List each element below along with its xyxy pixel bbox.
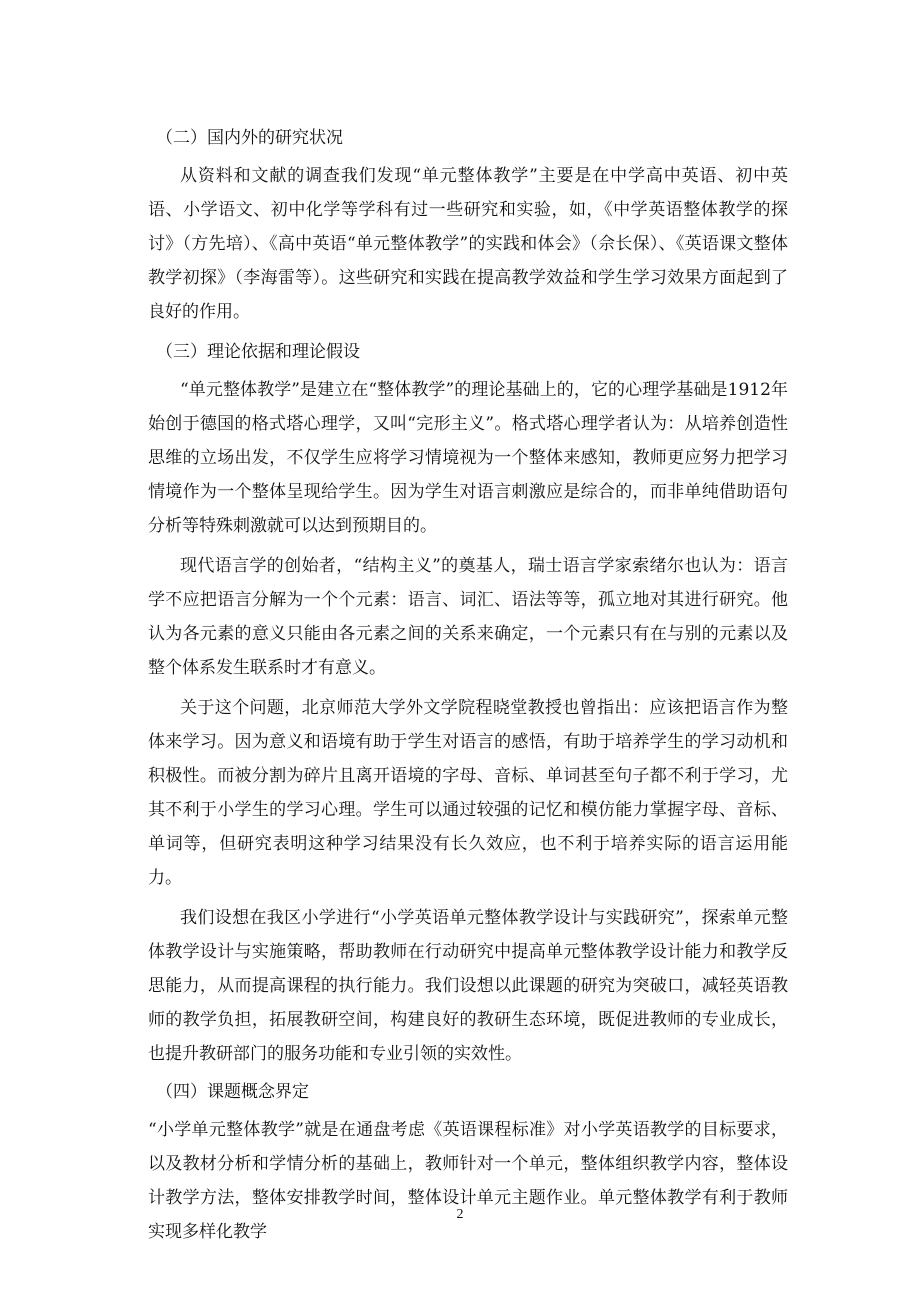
- paragraph-concept-definition: “小学单元整体教学”就是在通盘考虑《英语课程标准》对小学英语教学的目标要求，以及教材分析和学情分析的基础上，教师针对一个单元，整体组织教学内容，整体设计教学方法，整体安排教学时间，整体设计单元主题作业。单元整体教学有利于教师实现多样化教学: [148, 1120, 788, 1242]
- paragraph-cheng-xiaotang: 关于这个问题，北京师范大学外文学院程晓堂教授也曾指出：应该把语言作为整体来学习。因为意义和语境有助于学生对语言的感悟，有助于培养学生的学习动机和积极性。而被分割为碎片且离开语境的字母、音标、单词甚至句子都不利于学习，尤其不利于小学生的学习心理。学生可以通过较强的记忆和模仿能力掌握字母、音标、单词等，但研究表明这种学习结果没有长久效应，也不利于培养实际的语言运用能力。: [148, 698, 788, 888]
- section-heading-domestic-foreign-research: （二）国内外的研究状况: [156, 128, 343, 148]
- page-number: 2: [456, 1207, 464, 1222]
- paragraph-research-status: 从资料和文献的调查我们发现“单元整体教学”主要是在中学高中英语、初中英语、小学语文、初中化学等学科有过一些研究和实验，如，《中学英语整体教学的探讨》（方先培）、《高中英语“单元整体教学”的实践和体会》（佘长保）、《英语课文整体教学初探》（李海雷等）。这些研究和实践在提高教学效益和学生学习效果方面起到了良好的作用。: [148, 166, 788, 322]
- paragraph-saussure-structuralism: 现代语言学的创始者，“结构主义”的奠基人，瑞士语言学家索绪尔也认为：语言学不应把语言分解为一个个元素：语言、词汇、语法等等，孤立地对其进行研究。他认为各元素的意义只能由各元素之间的关系来确定，一个元素只有在与别的元素以及整个体系发生联系时才有意义。: [148, 556, 788, 678]
- paragraph-research-hypothesis: 我们设想在我区小学进行“小学英语单元整体教学设计与实践研究”，探索单元整体教学设计与实施策略，帮助教师在行动研究中提高单元整体教学设计能力和教学反思能力，从而提高课程的执行能力。我们设想以此课题的研究为突破口，减轻英语教师的教学负担，拓展教研空间，构建良好的教研生态环境，既促进教师的专业成长，也提升教研部门的服务功能和专业引领的实效性。: [148, 908, 788, 1064]
- document-body: [148, 121, 788, 1255]
- section-heading-concept-definition: （四）课题概念界定: [156, 1082, 309, 1102]
- section-heading-theoretical-basis: （三）理论依据和理论假设: [156, 342, 360, 362]
- paragraph-gestalt-psychology: “单元整体教学”是建立在“整体教学”的理论基础上的，它的心理学基础是1912年始创于德国的格式塔心理学，又叫“完形主义”。格式塔心理学者认为：从培养创造性思维的立场出发，不仅学生应将学习情境视为一个整体来感知，教师更应努力把学习情境作为一个整体呈现给学生。因为学生对语言刺激应是综合的，而非单纯借助语句分析等特殊刺激就可以达到预期目的。: [148, 380, 788, 536]
